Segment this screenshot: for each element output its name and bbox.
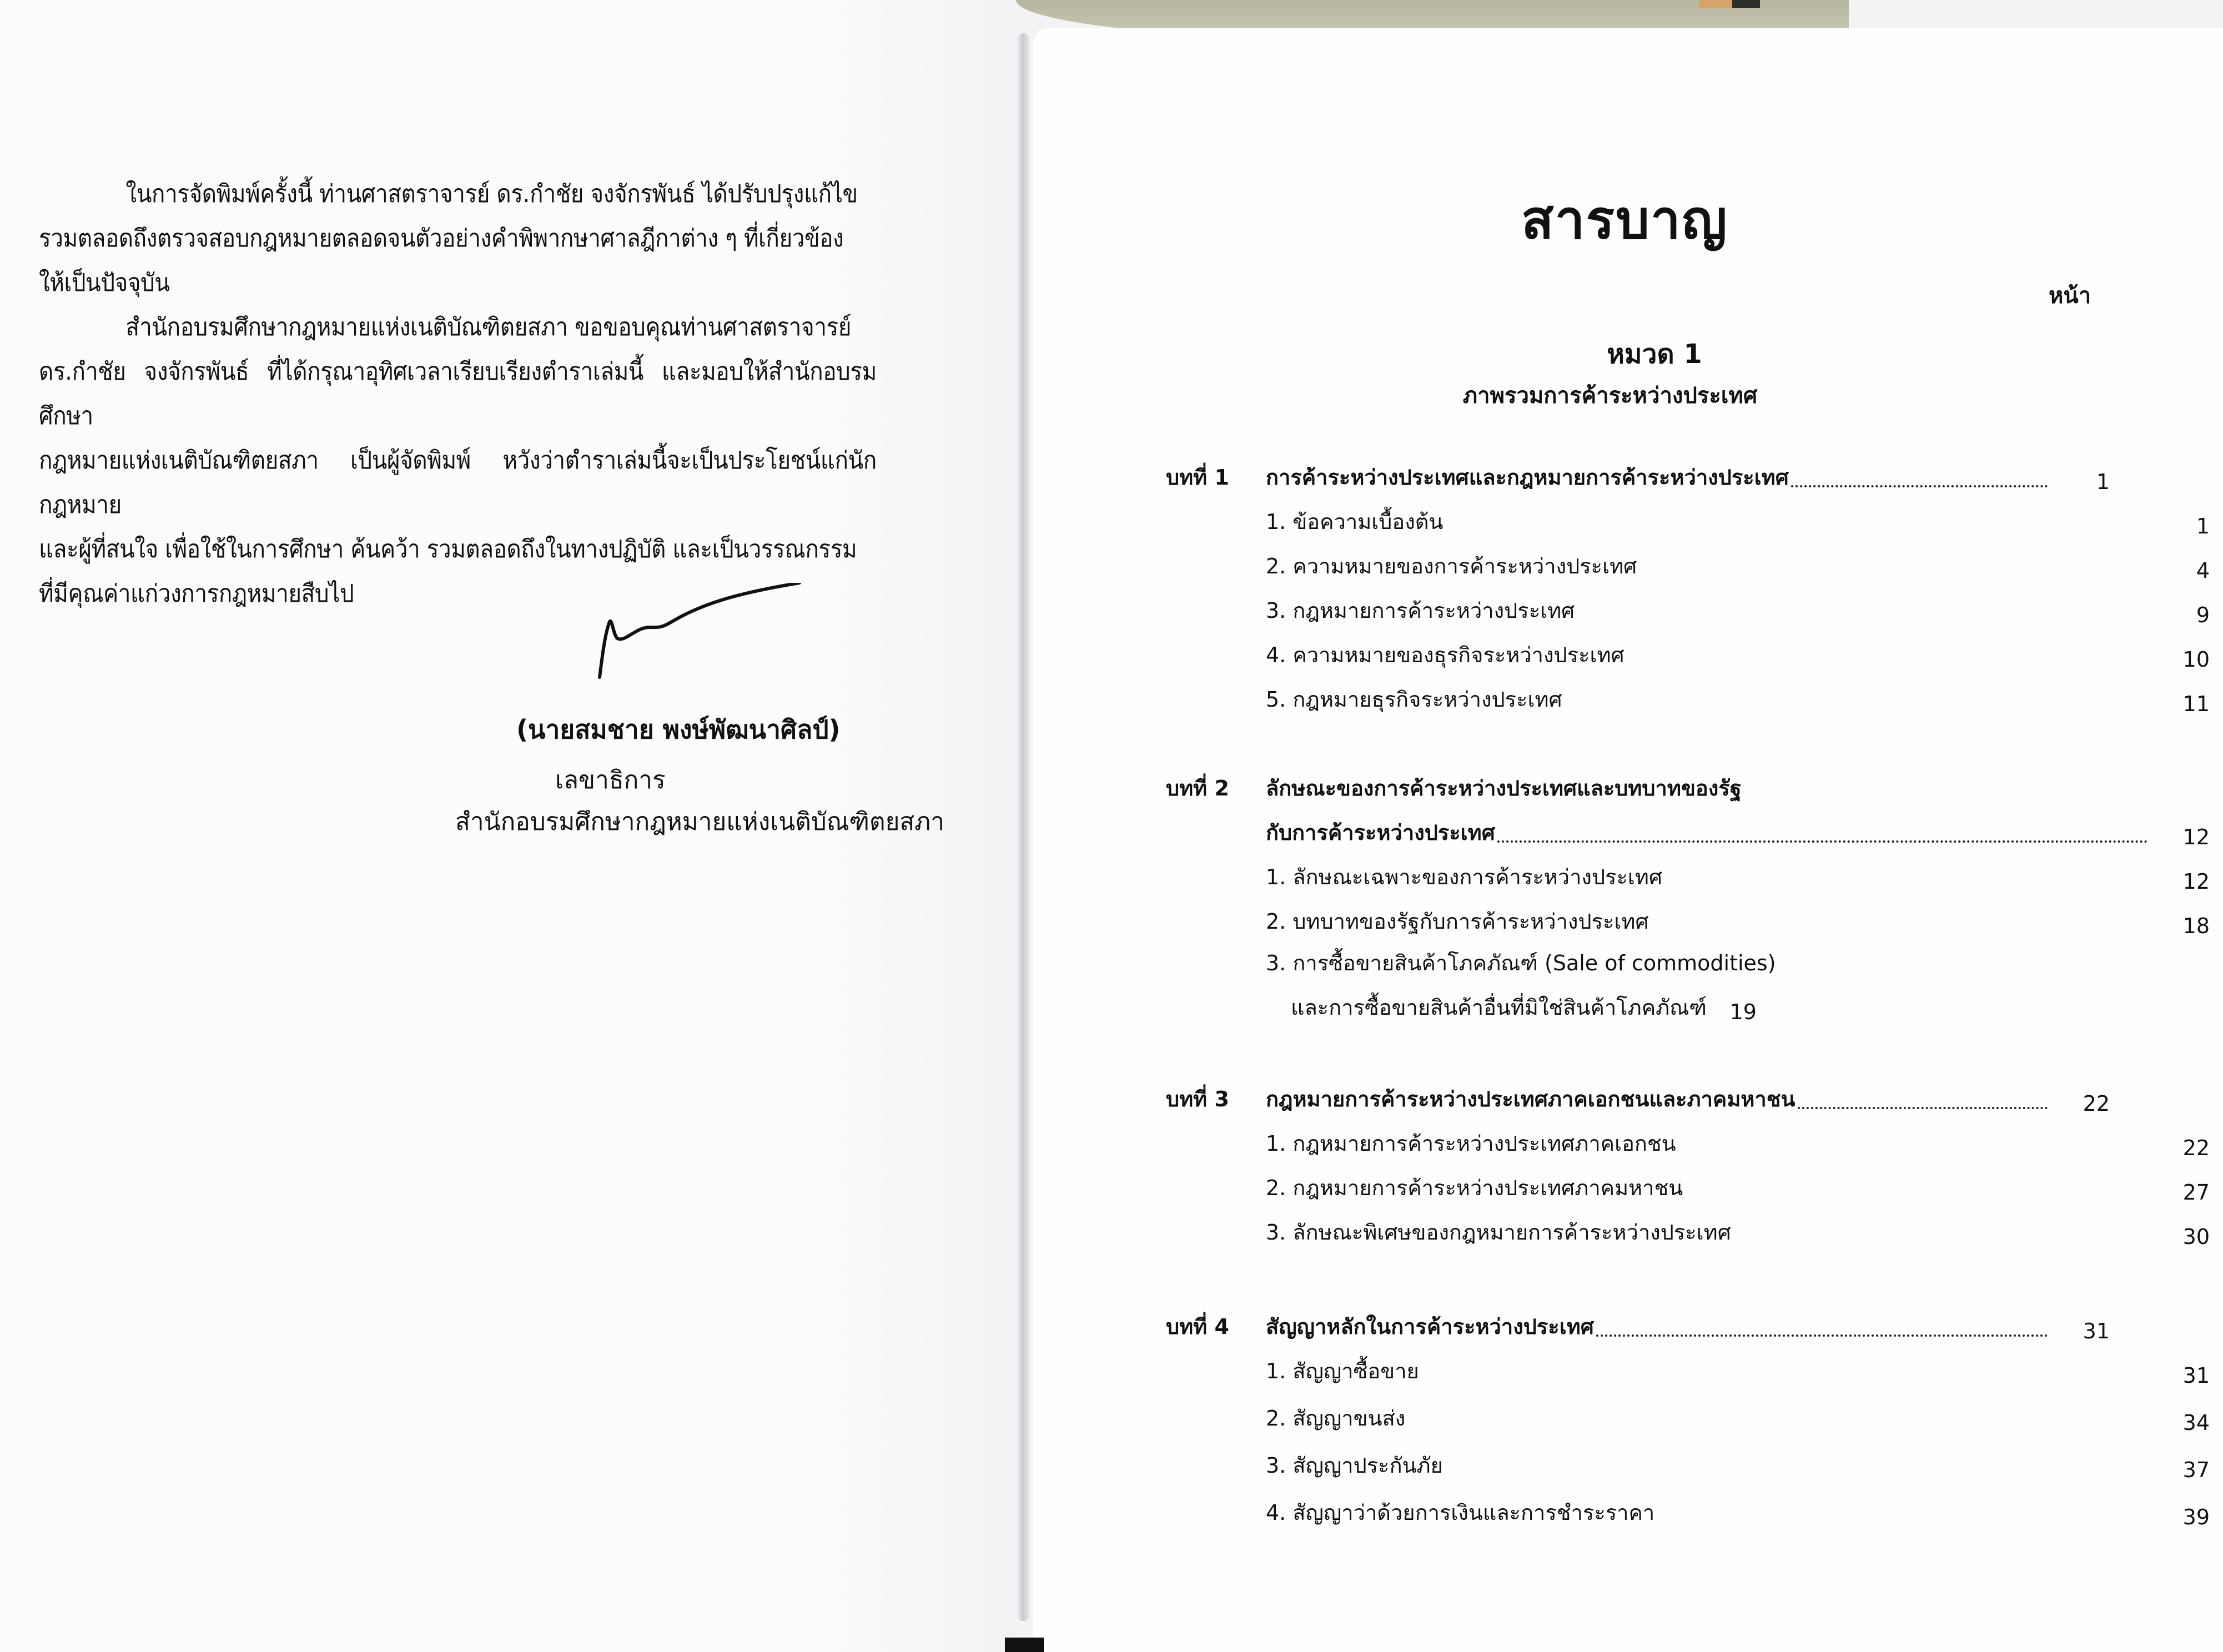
page-number: 1 [2196, 514, 2210, 538]
page-number: 34 [2182, 1411, 2210, 1435]
page-number: 11 [2182, 692, 2210, 716]
chapter-label: บทที่ 1 [1166, 465, 1229, 490]
section-title: 2. สัญญาขนส่ง [1266, 1406, 1406, 1431]
toc-chapter-row[interactable] [1166, 1082, 2110, 1116]
section-title: 1. ลักษณะเฉพาะของการค้าระหว่างประเทศ [1266, 865, 1663, 889]
toc-section-row[interactable] [1166, 1449, 2210, 1482]
preface-line: ที่มีคุณค่าแก่วงการกฎหมายสืบไป [39, 580, 354, 608]
toc-section-row[interactable] [1166, 1354, 2210, 1388]
page-number: 30 [2182, 1225, 2210, 1249]
signer-organization: สำนักอบรมศึกษากฎหมายแห่งเนติบัณฑิตยสภา [455, 808, 944, 836]
toc-section-row[interactable] [1166, 860, 2210, 894]
preface-line: ให้เป็นปัจจุบัน [39, 269, 170, 297]
section-title: 4. ความหมายของธุรกิจระหว่างประเทศ [1266, 643, 1625, 667]
dot-leader [1596, 1333, 2048, 1337]
book-gutter [1017, 33, 1029, 1621]
section-title: 3. ลักษณะพิเศษของกฎหมายการค้าระหว่างประเทศ [1266, 1220, 1731, 1245]
page-number: 1 [2096, 470, 2110, 494]
page-number: 31 [2182, 1363, 2210, 1388]
dot-leader [1791, 484, 2048, 487]
section-title: 3. สัญญาประกันภัย [1266, 1453, 1443, 1478]
page-number: 31 [2083, 1319, 2110, 1343]
toc-chapter-row[interactable] [1166, 1310, 2110, 1343]
toc-section-row[interactable] [1166, 505, 2210, 538]
page-number: 27 [2182, 1180, 2210, 1205]
preface-line: กฎหมายแห่งเนติบัณฑิตยสภา เป็นผู้จัดพิมพ์ หวังว่าตำราเล่มนี้จะเป็นประโยชน์แก่นักกฎหมาย [39, 446, 877, 519]
toc-section-row[interactable] [1166, 946, 2210, 980]
chapter-label: บทที่ 2 [1166, 776, 1229, 800]
chapter-title: กฎหมายการค้าระหว่างประเทศภาคเอกชนและภาคมหาชน [1266, 1087, 1796, 1111]
preface-line: รวมตลอดถึงตรวจสอบกฎหมายตลอดจนตัวอย่างคำพิพากษาศาลฎีกาต่าง ๆ ที่เกี่ยวข้อง [39, 224, 844, 253]
section-title: 1. ข้อความเบื้องต้น [1266, 510, 1444, 534]
toc-section-row[interactable] [1166, 1171, 2210, 1205]
page-number: 10 [2182, 647, 2210, 672]
toc-section-row[interactable] [1166, 905, 2210, 938]
background-object [1005, 1638, 1044, 1652]
chapter-title-continued: กับการค้าระหว่างประเทศ [1266, 820, 1495, 845]
page-number: 19 [1729, 1000, 1757, 1024]
signer-name: (นายสมชาย พงษ์พัฒนาศิลป์) [516, 714, 841, 744]
preface-line: สำนักอบรมศึกษากฎหมายแห่งเนติบัณฑิตยสภา ขอขอบคุณท่านศาสตราจารย์ [125, 313, 852, 341]
toc-section-row-continued[interactable] [1166, 991, 2223, 1024]
page-number: 22 [2083, 1091, 2110, 1116]
dot-leader [1497, 839, 2147, 843]
section-title: 2. บทบาทของรัฐกับการค้าระหว่างประเทศ [1266, 909, 1649, 934]
preface-text [39, 172, 877, 616]
section-title: 5. กฎหมายธุรกิจระหว่างประเทศ [1266, 687, 1562, 712]
signer-title: เลขาธิการ [555, 766, 666, 794]
signature-icon [589, 583, 811, 694]
page-column-header: หน้า [2049, 283, 2091, 309]
page-number: 37 [2182, 1458, 2210, 1482]
toc-title: สารบาญ [1521, 189, 1728, 251]
chapter-label: บทที่ 3 [1166, 1087, 1229, 1111]
preface-line: และผู้ที่สนใจ เพื่อใช้ในการศึกษา ค้นคว้า รวมตลอดถึงในทางปฏิบัติ และเป็นวรรณกรรม [39, 535, 857, 563]
toc-section-row[interactable] [1166, 594, 2210, 627]
page-number: 9 [2196, 603, 2210, 627]
preface-line: ดร.กำชัย จงจักรพันธ์ ที่ได้กรุณาอุทิศเวลาเรียบเรียงตำราเล่มนี้ และมอบให้สำนักอบรมศึกษา [39, 357, 877, 430]
left-page [0, 0, 1016, 1652]
toc-section-row[interactable] [1166, 638, 2210, 672]
section-title: 2. ความหมายของการค้าระหว่างประเทศ [1266, 554, 1637, 578]
section-title: 2. กฎหมายการค้าระหว่างประเทศภาคมหาชน [1266, 1176, 1683, 1200]
toc-section-row[interactable] [1166, 1402, 2210, 1435]
toc-chapter-row-continued[interactable] [1166, 816, 2210, 849]
section-title: 1. กฎหมายการค้าระหว่างประเทศภาคเอกชน [1266, 1131, 1676, 1156]
dot-leader [1798, 1106, 2048, 1109]
background-object [1732, 0, 1760, 8]
chapter-label: บทที่ 4 [1166, 1314, 1229, 1339]
toc-section-row[interactable] [1166, 683, 2210, 716]
section-title-continued: และการซื้อขายสินค้าอื่นที่มิใช่สินค้าโภคภัณฑ์ [1291, 995, 1707, 1020]
page-number: 12 [2182, 825, 2210, 849]
part-number: หมวด 1 [1607, 339, 1702, 370]
page-number: 4 [2196, 558, 2210, 583]
section-title: 3. การซื้อขายสินค้าโภคภัณฑ์ (Sale of commodities) [1266, 951, 1776, 975]
page-number: 12 [2182, 869, 2210, 894]
chapter-title: สัญญาหลักในการค้าระหว่างประเทศ [1266, 1314, 1594, 1339]
section-title: 3. กฎหมายการค้าระหว่างประเทศ [1266, 598, 1575, 623]
section-title: 1. สัญญาซื้อขาย [1266, 1359, 1419, 1383]
chapter-title: การค้าระหว่างประเทศและกฎหมายการค้าระหว่างประเทศ [1266, 465, 1789, 490]
toc-section-row[interactable] [1166, 550, 2210, 583]
page-number: 18 [2182, 914, 2210, 938]
part-title: ภาพรวมการค้าระหว่างประเทศ [1462, 383, 1758, 409]
page-number: 39 [2182, 1505, 2210, 1529]
toc-chapter-row[interactable] [1166, 772, 2110, 805]
preface-line: ในการจัดพิมพ์ครั้งนี้ ท่านศาสตราจารย์ ดร.กำชัย จงจักรพันธ์ ได้ปรับปรุงแก้ไข [125, 180, 858, 208]
toc-section-row[interactable] [1166, 1216, 2210, 1249]
toc-section-row[interactable] [1166, 1127, 2210, 1160]
toc-section-row[interactable] [1166, 1496, 2210, 1529]
page-number: 22 [2182, 1136, 2210, 1160]
section-title: 4. สัญญาว่าด้วยการเงินและการชำระราคา [1266, 1500, 1655, 1525]
toc-chapter-row[interactable] [1166, 461, 2110, 494]
chapter-title: ลักษณะของการค้าระหว่างประเทศและบทบาทของรัฐ [1266, 776, 1742, 800]
